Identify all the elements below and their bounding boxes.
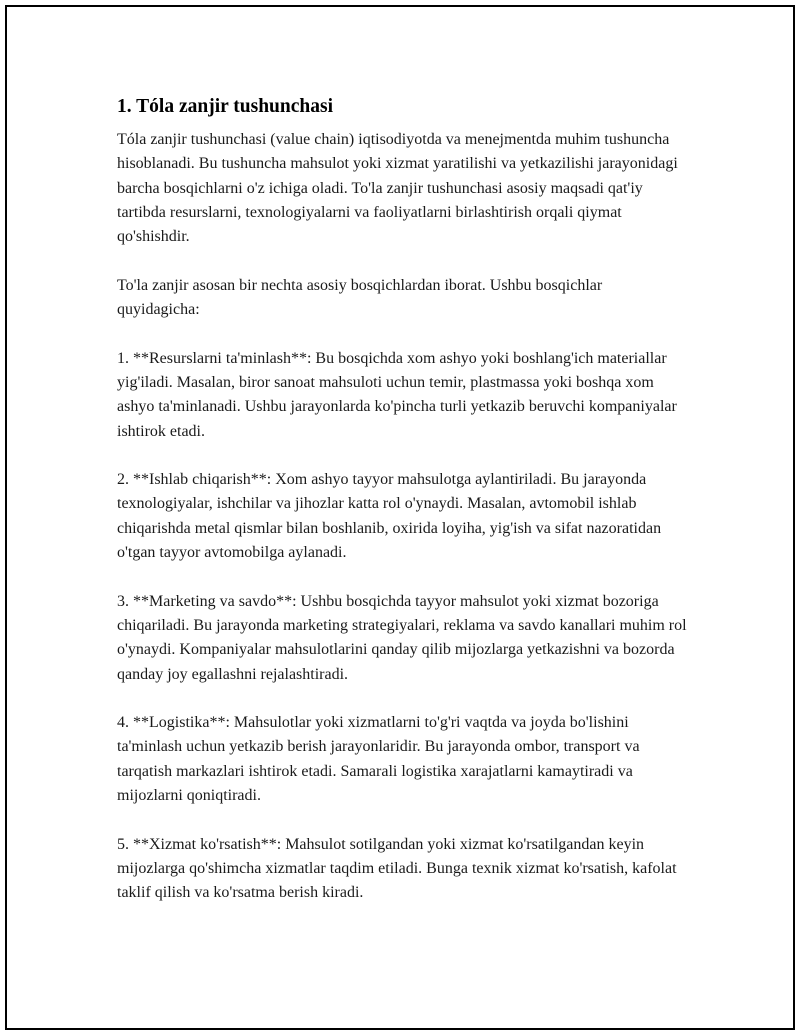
stage-service-paragraph: 5. **Xizmat ko'rsatish**: Mahsulot sotilgandan yoki xizmat ko'rsatilgandan keyin mijozlarga qo'shimcha xizmatlar taqdim etiladi. Bunga texnik xizmat ko'rsatish, kafolat taklif qilish va ko'rsatma berish kiradi.	[117, 835, 677, 902]
intro-paragraph: Tóla zanjir tushunchasi (value chain) iqtisodiyotda va menejmentda muhim tushuncha hisoblanadi. Bu tushuncha mahsulot yoki xizmat yaratilishi va yetkazilishi jarayonidagi barcha bosqichlarni o'z ichiga oladi. To'la zanjir tushunchasi asosiy maqsadi qat'iy tartibda resurslarni, texnologiyalarni va faoliyatlarni birlashtirish orqali qiymat qo'shishdir.	[117, 131, 678, 246]
stages-intro-paragraph: To'la zanjir asosan bir nechta asosiy bosqichlardan iborat. Ushbu bosqichlar quyidagicha:	[117, 276, 603, 319]
stage-marketing-paragraph: 3. **Marketing va savdo**: Ushbu bosqichda tayyor mahsulot yoki xizmat bozoriga chiqariladi. Bu jarayonda marketing strategiyalari, reklama va savdo kanallari muhim rol o'ynaydi. Kompaniyalar mahsulotlarini qanday qilib mijozlarga yetkazishni va bozorda qanday joy egallashni rejalashtiradi.	[117, 592, 687, 683]
stage-resources-paragraph: 1. **Resurslarni ta'minlash**: Bu bosqichda xom ashyo yoki boshlang'ich materiallar yig'iladi. Masalan, biror sanoat mahsuloti uchun temir, plastmassa yoki boshqa xom ashyo ta'minlanadi. Ushbu jarayonlarda ko'pincha turli yetkazib beruvchi kompaniyalar ishtirok etadi.	[117, 349, 677, 440]
section-heading: 1. Tóla zanjir tushunchasi	[117, 96, 334, 117]
stage-logistics-paragraph: 4. **Logistika**: Mahsulotlar yoki xizmatlarni to'g'ri vaqtda va joyda bo'lishini ta'minlash uchun yetkazib berish jarayonlaridir. Bu jarayonda ombor, transport va tarqatish markazlari ishtirok etadi. Samarali logistika xarajatlarni kamaytiradi va mijozlarni qoniqtiradi.	[117, 714, 640, 805]
document-body	[117, 94, 687, 930]
stage-production-paragraph: 2. **Ishlab chiqarish**: Xom ashyo tayyor mahsulotga aylantiriladi. Bu jarayonda texnologiyalar, ishchilar va jihozlar katta rol o'ynaydi. Masalan, avtomobil ishlab chiqarishda metal qismlar bilan boshlanib, oxirida loyiha, yig'ish va sifat nazoratidan o'tgan tayyor avtomobilga aylanadi.	[117, 471, 662, 562]
